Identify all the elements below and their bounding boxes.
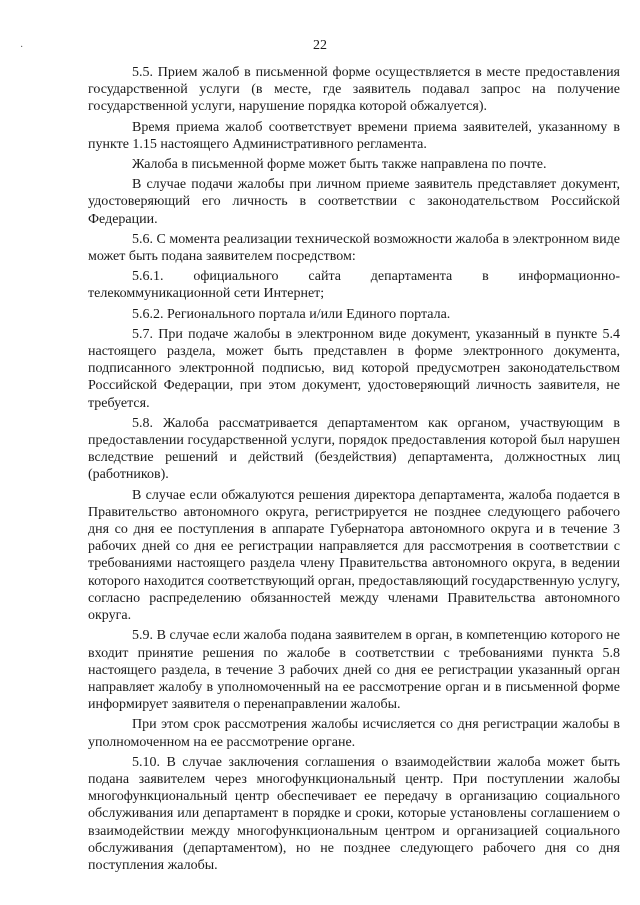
paragraph-by-mail: Жалоба в письменной форме может быть также направлена по почте. [132, 157, 547, 173]
paragraph-5-6-1: 5.6.1. официального сайта департамента в информационно-телекоммуникационной сети Интернет; [88, 269, 620, 302]
paragraph-5-5: 5.5. Прием жалоб в письменной форме осуществляется в месте предоставления государственной услуги (в месте, где заявитель подавал запрос на получение государственной услуги, нарушение порядка которой обжалуется). [88, 65, 620, 115]
paragraph-term-calculation: При этом срок рассмотрения жалобы исчисляется со дня регистрации жалобы в уполномоченном на ее рассмотрение органе. [88, 717, 620, 750]
page-number: 22 [313, 38, 327, 53]
paragraph-5-10: 5.10. В случае заключения соглашения о взаимодействии жалоба может быть подана заявителем через многофункциональный центр. При поступлении жалобы многофункциональный центр обеспечивает ее передачу в организацию социального обслуживания или департамент в порядке и сроки, которые установлены соглашением о взаимодействии между многофункциональным центром и организацией социального обслуживания (департаментом), но не позднее следующего рабочего дня со дня поступления жалобы. [88, 754, 620, 873]
corner-mark: · [20, 42, 24, 53]
paragraph-director-decisions: В случае если обжалуются решения директора департамента, жалоба подается в Правительство автономного округа, регистрируется не позднее следующего рабочего дня со дня ее поступления в аппарате Губернатора автономного округа и в течение 3 рабочих дней со дня ее регистрации направляется для рассмотрения в соответствии с требованиями настоящего раздела члену Правительства автономного округа, в ведении которого находится соответствующий орган, предоставляющий государственную услугу, согласно распределению обязанностей между членами Правительства автономного округа. [88, 487, 620, 624]
paragraph-reception-time: Время приема жалоб соответствует времени приема заявителей, указанному в пункте 1.15 настоящего Административного регламента. [88, 119, 620, 152]
paragraph-5-6: 5.6. С момента реализации технической возможности жалоба в электронном виде может быть подана заявителем посредством: [88, 231, 620, 265]
document-body [88, 64, 620, 877]
paragraph-personal-reception: В случае подачи жалобы при личном приеме заявитель представляет документ, удостоверяющий его личность в соответствии с законодательством Российской Федерации. [88, 177, 620, 227]
paragraph-5-7: 5.7. При подаче жалобы в электронном виде документ, указанный в пункте 5.4 настоящего раздела, может быть представлен в форме электронного документа, подписанного электронной подписью, вид которой предусмотрен законодательством Российской Федерации, при этом документ, удостоверяющий личность заявителя, не требуется. [88, 326, 620, 411]
paragraph-5-6-2: 5.6.2. Регионального портала и/или Единого портала. [132, 306, 451, 322]
paragraph-5-8: 5.8. Жалоба рассматривается департаментом как органом, участвующим в предоставлении государственной услуги, порядок предоставления которой был нарушен вследствие решений и действий (бездействия) департамента, должностных лиц (работников). [88, 415, 620, 483]
paragraph-5-9: 5.9. В случае если жалоба подана заявителем в орган, в компетенцию которого не входит принятие решения по жалобе в соответствии с требованиями пункта 5.8 настоящего раздела, в течение 3 рабочих дней со дня ее регистрации указанный орган направляет жалобу в уполномоченный на ее рассмотрение орган и в письменной форме информирует заявителя о перенаправлении жалобы. [88, 628, 620, 713]
